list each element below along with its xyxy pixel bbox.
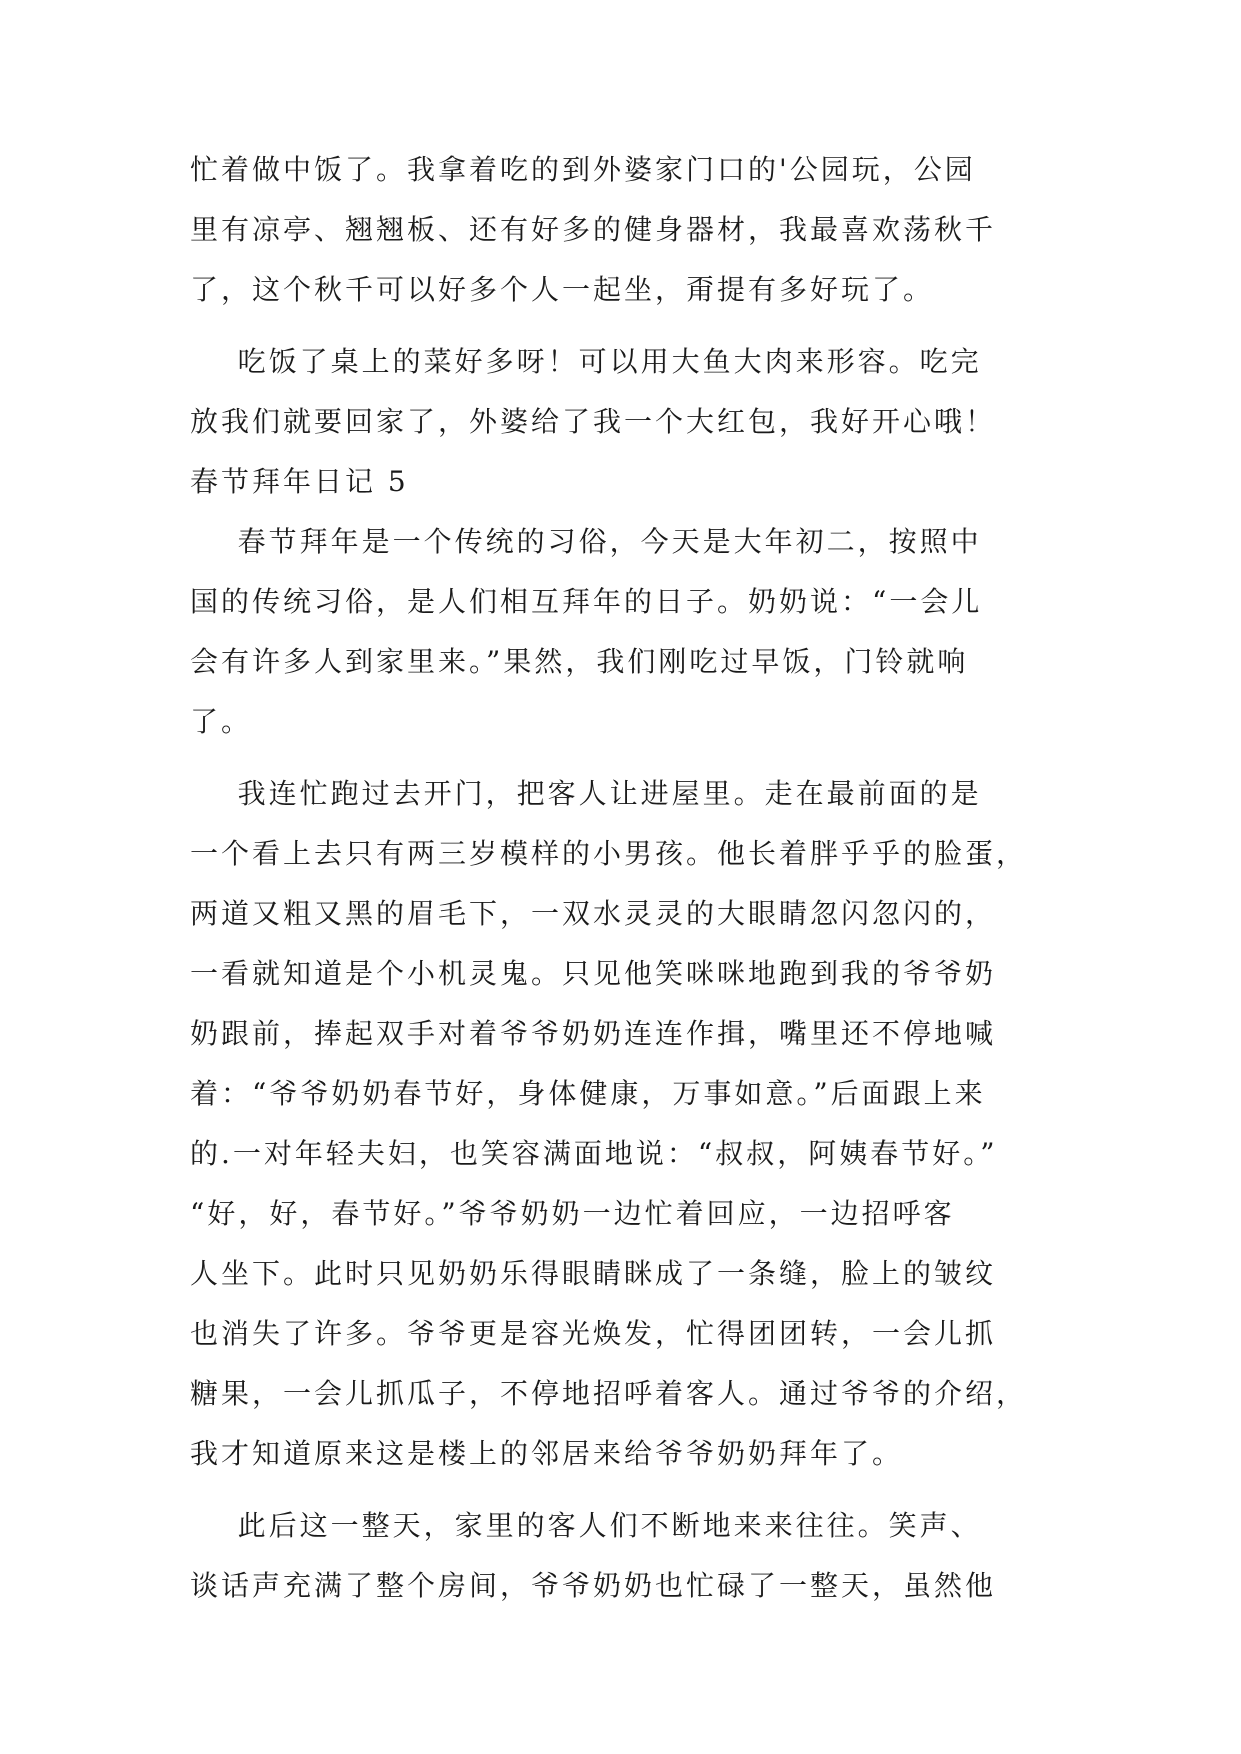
paragraph-line: 吃饭了桌上的菜好多呀！可以用大鱼大肉来形容。吃完 bbox=[190, 345, 982, 378]
paragraph-line: 糖果，一会儿抓瓜子，不停地招呼着客人。通过爷爷的介绍， bbox=[190, 1377, 1028, 1410]
paragraph-line: 也消失了许多。爷爷更是容光焕发，忙得团团转，一会儿抓 bbox=[190, 1317, 997, 1350]
paragraph-line: 了。 bbox=[190, 705, 253, 738]
paragraph-line: 国的传统习俗，是人们相互拜年的日子。奶奶说：“一会儿 bbox=[190, 585, 983, 618]
paragraph-line: 两道又粗又黑的眉毛下，一双水灵灵的大眼睛忽闪忽闪的， bbox=[190, 897, 997, 930]
paragraph-gap bbox=[190, 1484, 1052, 1496]
paragraph-gap bbox=[190, 320, 1052, 332]
paragraph-line: 此后这一整天，家里的客人们不断地来来往往。笑声、 bbox=[190, 1509, 982, 1542]
paragraph-line: 我才知道原来这是楼上的邻居来给爷爷奶奶拜年了。 bbox=[190, 1437, 904, 1470]
paragraph-line: 忙着做中饭了。我拿着吃的到外婆家门口的'公园玩，公园 bbox=[190, 153, 976, 186]
paragraph-line: 的.一对年轻夫妇，也笑容满面地说：“叔叔，阿姨春节好。” bbox=[190, 1137, 998, 1170]
paragraph-line: 谈话声充满了整个房间，爷爷奶奶也忙碌了一整天，虽然他 bbox=[190, 1569, 997, 1602]
paragraph-line: 一看就知道是个小机灵鬼。只见他笑咪咪地跑到我的爷爷奶 bbox=[190, 957, 997, 990]
paragraph-line: 里有凉亭、翘翘板、还有好多的健身器材，我最喜欢荡秋千 bbox=[190, 213, 997, 246]
document-body bbox=[190, 140, 1052, 1616]
paragraph-line: 我连忙跑过去开门，把客人让进屋里。走在最前面的是 bbox=[190, 777, 982, 810]
paragraph-line: 奶跟前，捧起双手对着爷爷奶奶连连作揖，嘴里还不停地喊 bbox=[190, 1017, 997, 1050]
paragraph-line: 着：“爷爷奶奶春节好，身体健康，万事如意。”后面跟上来 bbox=[190, 1077, 986, 1110]
paragraph-line: 一个看上去只有两三岁模样的小男孩。他长着胖乎乎的脸蛋， bbox=[190, 837, 1028, 870]
paragraph-line: 人坐下。此时只见奶奶乐得眼睛眯成了一条缝，脸上的皱纹 bbox=[190, 1257, 997, 1290]
paragraph-line: 会有许多人到家里来。”果然，我们刚吃过早饭，门铃就响 bbox=[190, 645, 969, 678]
paragraph-line: 放我们就要回家了，外婆给了我一个大红包，我好开心哦！ bbox=[190, 405, 997, 438]
paragraph-gap bbox=[190, 752, 1052, 764]
section-heading: 春节拜年日记 5 bbox=[190, 465, 409, 498]
paragraph-line: 了，这个秋千可以好多个人一起坐，甭提有多好玩了。 bbox=[190, 273, 935, 306]
paragraph-line: “好，好，春节好。”爷爷奶奶一边忙着回应，一边招呼客 bbox=[190, 1197, 955, 1230]
paragraph-line: 春节拜年是一个传统的习俗，今天是大年初二，按照中 bbox=[190, 525, 982, 558]
